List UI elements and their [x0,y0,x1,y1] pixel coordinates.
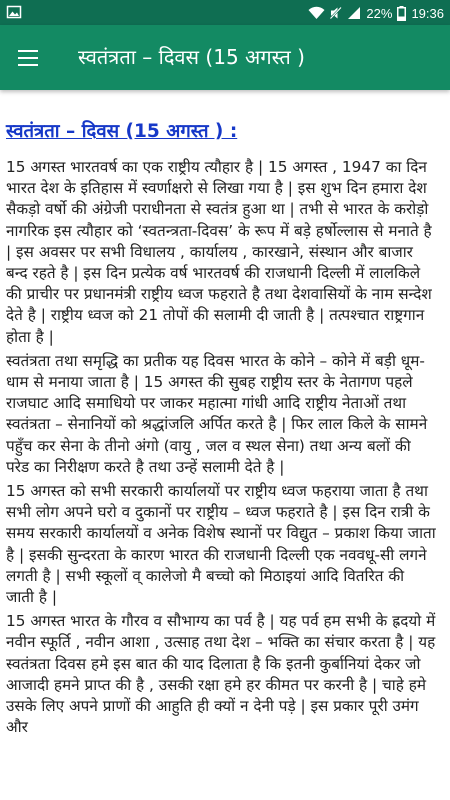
gallery-icon [6,4,22,20]
status-bar [0,0,450,25]
battery-level: 22% [366,5,393,21]
paragraph: स्वतंत्रता तथा समृद्धि का प्रतीक यह दिवस भारत के कोने – कोने में बड़ी धूम-धाम से मनाया जाता है | 15 अगस्त की सुबह राष्ट्रीय स्तर के नेतागण पहले राजघाट आदि समाधियो पर जाकर महात्मा गांधी आदि राष्ट्रीय नेताओं तथा स्वतंत्रता – सेनानियों को श्रद्धांजलि अर्पित करते है | फिर लाल किले के सामने पहुँच कर सेना के तीनो अंगो (वायु , जल व स्थल सेना) तथा अन्य बलों की परेड का निरीक्षण करते है तथा उन्हें सलामी देते है | [6,351,428,476]
paragraph: 15 अगस्त भारतवर्ष का एक राष्ट्रीय त्यौहार है | 15 अगस्त , 1947 का दिन भारत देश के इतिहास में स्वर्णाक्षरो से लिखा गया है | इस शुभ दिन हमारा देश सैकड़ो वर्षो की अंग्रेजी पराधीनता से स्वतंत्र हुआ था | तभी से भारत के करोड़ो नागरिक इस त्यौहार को ‘स्वतन्त्रता-दिवस’ के रूप में बड़े हर्षोल्लास से मनाते है | इस अवसर पर सभी विधालय , कार्यालय , कारखाने, संस्थान और बाजार बन्द रहते है | इस दिन प्रत्येक वर्ष भारतवर्ष की राजधानी दिल्ली में लालकिले की प्राचीर पर प्रधानमंत्री राष्ट्रीय ध्वज फहराते है तथा देशवासियों के नाम सन्देश देते है | राष्ट्रीय ध्वज को 21 तोपों की सलामी दी जाती है | तत्पश्चात राष्ट्रगान होता है | [6,158,432,346]
menu-button[interactable] [14,43,44,73]
article-content[interactable] [0,90,450,800]
app-bar [0,25,450,90]
paragraph: 15 अगस्त भारत के गौरव व सौभाग्य का पर्व है | यह पर्व हम सभी के ह्रदयो में नवीन स्फूर्ति , नवीन आशा , उत्साह तथा देश – भक्ति का संचार करता है | यह स्वतंत्रता दिवस हमे इस बात की याद दिलाता है कि इतनी कुर्बानियां देकर जो आजादी हमने प्राप्त की है , उसकी रक्षा हमे हर कीमत पर करनी है | चाहे हमे उसके लिए अपने प्राणों की आहुति ही क्यों न देनी पड़े | इस प्रकार पूरी उमंग और [6,612,436,737]
status-icons [308,4,444,22]
battery-icon [397,6,406,21]
article-title: स्वतंत्रता – दिवस (15 अगस्त ) : [6,121,238,142]
article-body [6,157,436,741]
paragraph: 15 अगस्त को सभी सरकारी कार्यालयों पर राष्ट्रीय ध्वज फहराया जाता है तथा सभी लोग अपने घरो व दुकानों पर राष्ट्रीय – ध्वज फहराते है | इस दिन रात्री के समय सरकारी कार्यालयों व अनेक विशेष स्थानों पर विद्युत – प्रकाश किया जाता है | इसकी सुन्दरता के कारण भारत की राजधानी दिल्ली एक नववधू-सी लगने लगती है | सभी स्कूलों व् कालेजो मै बच्चो को मिठाइयां आदि वितरित की जाती है | [6,482,436,607]
clock: 19:36 [411,5,444,21]
wifi-icon [308,6,325,20]
mute-icon [330,6,342,20]
menu-icon-bar [18,50,38,52]
signal-icon [347,6,361,20]
menu-icon-bar [18,64,38,66]
app-bar-title: स्वतंत्रता – दिवस (15 अगस्त ) [78,45,305,69]
menu-icon-bar [18,57,38,59]
